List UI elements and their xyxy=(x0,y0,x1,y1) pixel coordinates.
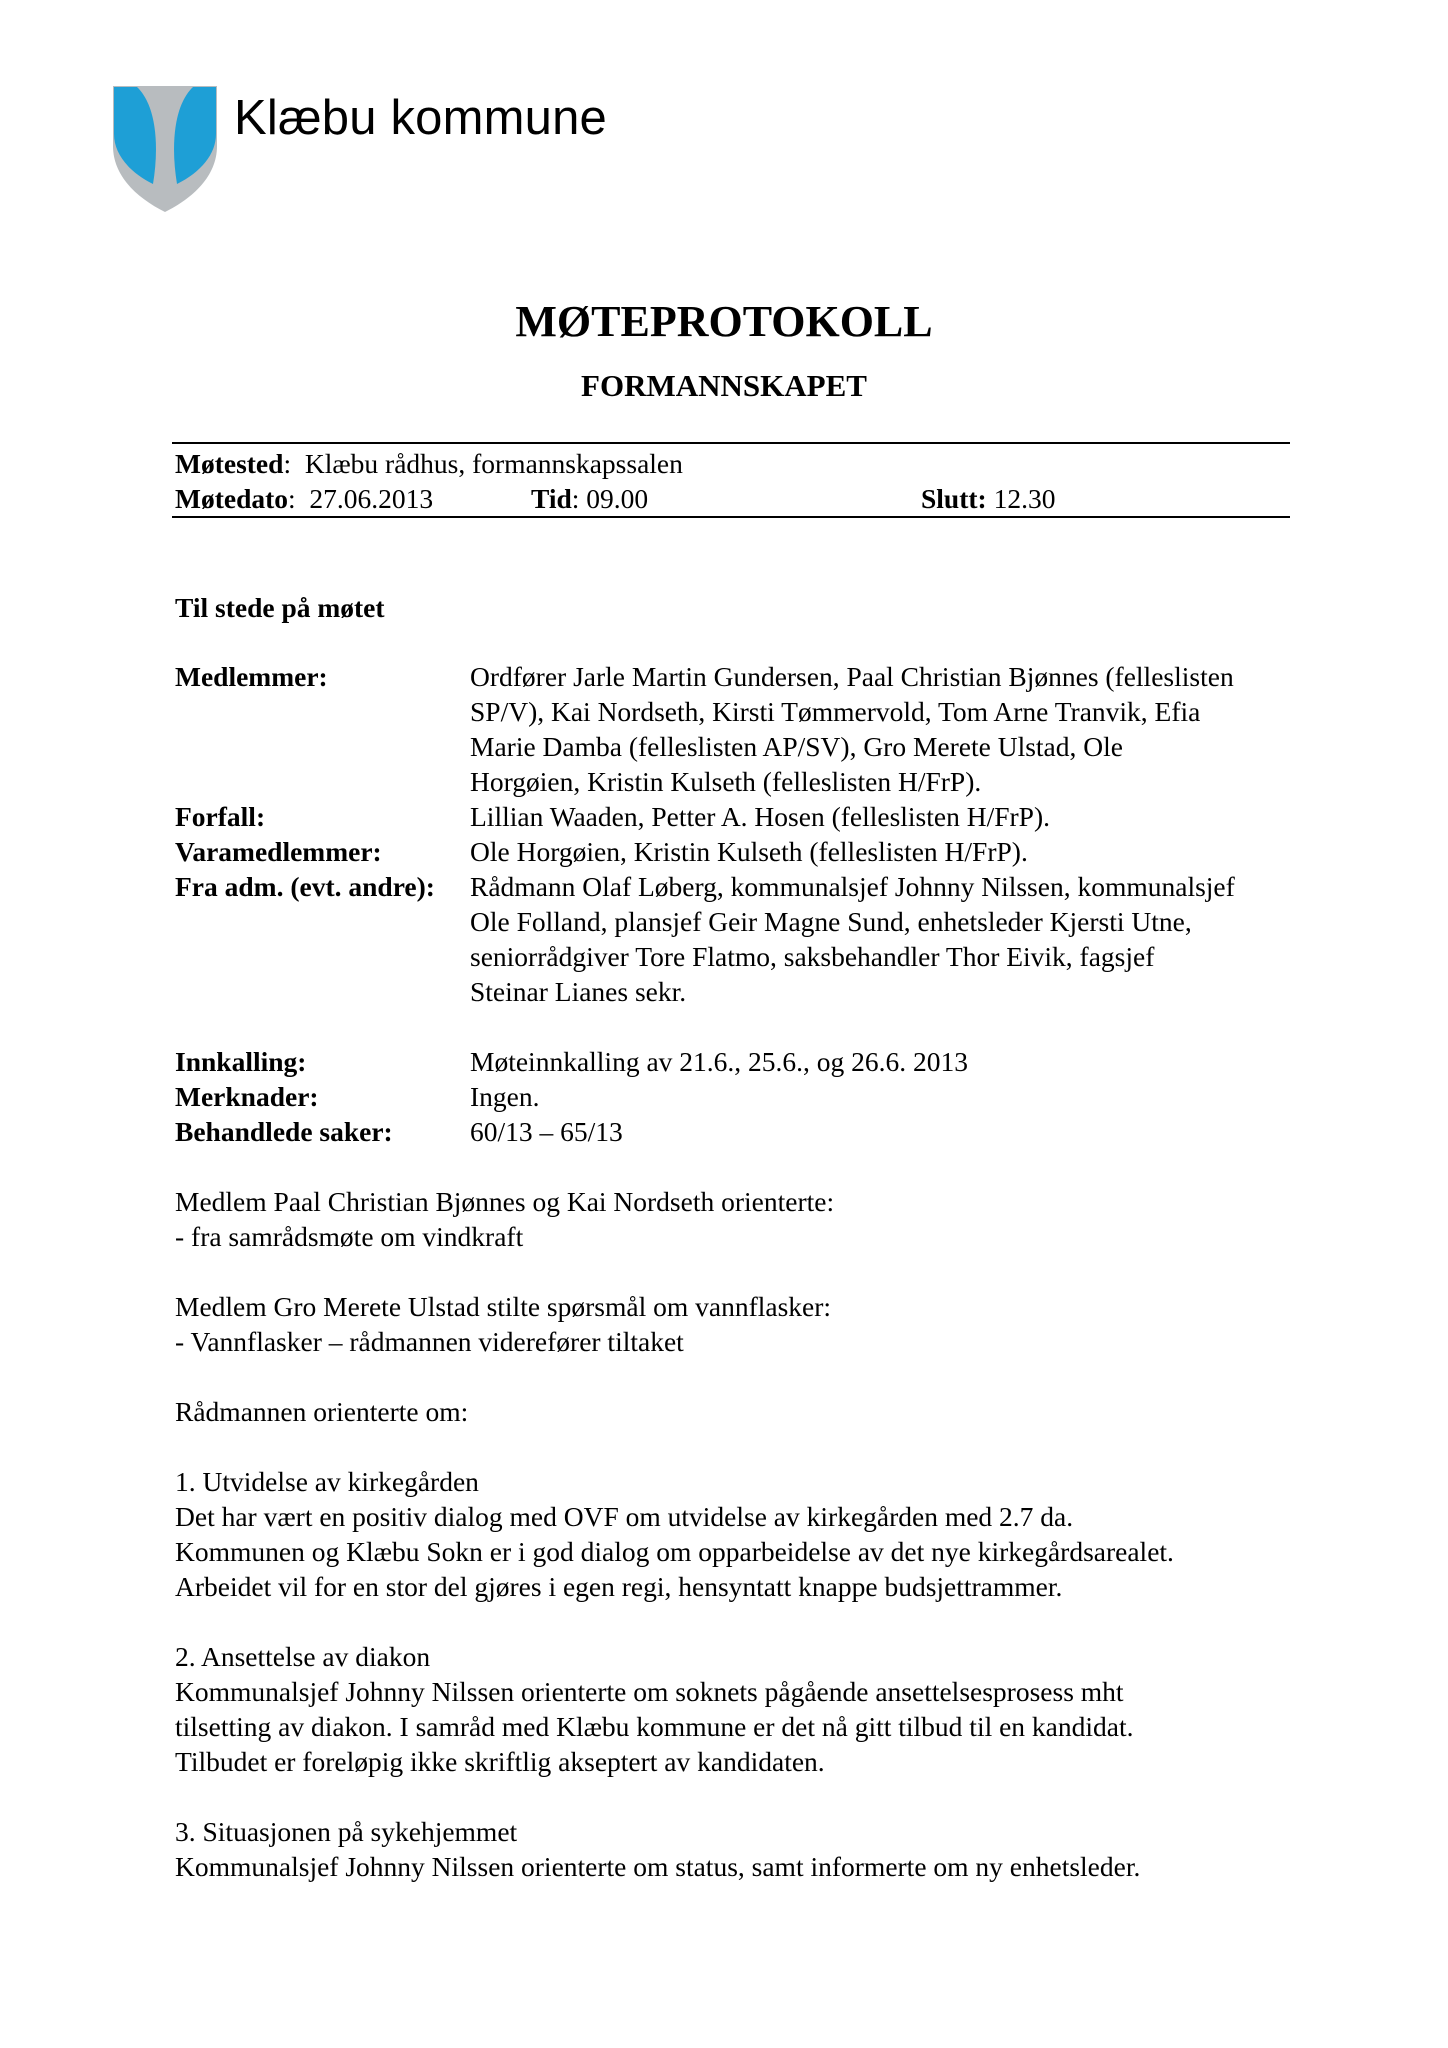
summons-label: Innkalling: xyxy=(175,1046,307,1077)
admin-label: Fra adm. (evt. andre): xyxy=(175,871,435,902)
meeting-time xyxy=(531,481,648,516)
meeting-date-label: Møtedato xyxy=(175,483,289,514)
meeting-date-row xyxy=(175,481,433,516)
paragraph-line: - fra samrådsmøte om vindkraft xyxy=(175,1221,524,1252)
item-line: Kommunalsjef Johnny Nilssen orienterte om soknets pågående ansettelsesprosess mht xyxy=(175,1676,1124,1707)
document-title: MØTEPROTOKOLL xyxy=(515,297,933,346)
attendance-heading: Til stede på møtet xyxy=(175,592,385,623)
item-line: tilsetting av diakon. I samråd med Klæbu kommune er det nå gitt tilbud til en kandidat. xyxy=(175,1711,1134,1742)
meeting-place-label: Møtested xyxy=(175,448,284,479)
paragraph-bjonnes xyxy=(175,1184,1285,1254)
absent-label: Forfall: xyxy=(175,801,266,832)
item-line: Kommunalsjef Johnny Nilssen orienterte om status, samt informerte om ny enhetsleder. xyxy=(175,1851,1141,1882)
colon: : xyxy=(283,448,305,479)
remarks-value: Ingen. xyxy=(470,1081,540,1112)
item-line: Tilbudet er foreløpig ikke skriftlig akseptert av kandidaten. xyxy=(175,1746,825,1777)
colon: : xyxy=(571,483,587,514)
bottom-divider xyxy=(172,516,1290,518)
substitutes-label: Varamedlemmer: xyxy=(175,836,382,867)
absent-value: Lillian Waaden, Petter A. Hosen (felleslisten H/FrP). xyxy=(470,801,1051,832)
remarks-label: Merknader: xyxy=(175,1081,319,1112)
meeting-place-value: Klæbu rådhus, formannskapssalen xyxy=(304,448,683,479)
meeting-date-value: 27.06.2013 xyxy=(309,483,434,514)
item-line: Arbeidet vil for en stor del gjøres i egen regi, hensyntatt knappe budsjettrammer. xyxy=(175,1571,1063,1602)
members-value xyxy=(470,659,1300,799)
members-line: SP/V), Kai Nordseth, Kirsti Tømmervold, Tom Arne Tranvik, Efia xyxy=(470,696,1201,727)
meeting-place-row xyxy=(175,446,683,481)
summons-value: Møteinnkalling av 21.6., 25.6., og 26.6. 2013 xyxy=(470,1046,969,1077)
members-label: Medlemmer: xyxy=(175,661,328,692)
item-line: Det har vært en positiv dialog med OVF om utvidelse av kirkegården med 2.7 da. xyxy=(175,1501,1074,1532)
item-title: 1. Utvidelse av kirkegården xyxy=(175,1466,479,1497)
cases-value: 60/13 – 65/13 xyxy=(470,1116,623,1147)
paragraph-line: Rådmannen orienterte om: xyxy=(175,1396,469,1427)
admin-line: seniorrådgiver Tore Flatmo, saksbehandler Thor Eivik, fagsjef xyxy=(470,941,1155,972)
meeting-time-label: Tid xyxy=(531,483,572,514)
top-divider xyxy=(172,442,1290,444)
colon: : xyxy=(288,483,310,514)
klaebu-coat-of-arms-logo xyxy=(111,84,219,214)
item-line: Kommunen og Klæbu Sokn er i god dialog om opparbeidelse av det nye kirkegårdsarealet. xyxy=(175,1536,1174,1567)
admin-line: Rådmann Olaf Løberg, kommunalsjef Johnny Nilssen, kommunalsjef xyxy=(470,871,1235,902)
meeting-time-value: 09.00 xyxy=(586,483,649,514)
paragraph-radmannen xyxy=(175,1394,1285,1429)
paragraph-line: - Vannflasker – rådmannen viderefører tiltaket xyxy=(175,1326,684,1357)
item-title: 2. Ansettelse av diakon xyxy=(175,1641,431,1672)
document-subtitle: FORMANNSKAPET xyxy=(581,368,867,403)
item-diakon xyxy=(175,1639,1285,1779)
paragraph-line: Medlem Paal Christian Bjønnes og Kai Nordseth orienterte: xyxy=(175,1186,835,1217)
meeting-end xyxy=(921,481,1055,516)
paragraph-line: Medlem Gro Merete Ulstad stilte spørsmål om vannflasker: xyxy=(175,1291,832,1322)
admin-line: Steinar Lianes sekr. xyxy=(470,976,687,1007)
item-kirkegarden xyxy=(175,1464,1285,1604)
admin-value xyxy=(470,869,1300,1009)
meeting-end-label: Slutt: xyxy=(921,483,987,514)
item-sykehjemmet xyxy=(175,1814,1285,1884)
cases-label: Behandlede saker: xyxy=(175,1116,393,1147)
meeting-end-value: 12.30 xyxy=(993,483,1056,514)
admin-line: Ole Folland, plansjef Geir Magne Sund, enhetsleder Kjersti Utne, xyxy=(470,906,1192,937)
kommune-name: Klæbu kommune xyxy=(234,91,607,145)
members-line: Ordfører Jarle Martin Gundersen, Paal Christian Bjønnes (felleslisten xyxy=(470,661,1234,692)
paragraph-ulstad xyxy=(175,1289,1285,1359)
members-line: Marie Damba (felleslisten AP/SV), Gro Merete Ulstad, Ole xyxy=(470,731,1123,762)
item-title: 3. Situasjonen på sykehjemmet xyxy=(175,1816,518,1847)
substitutes-value: Ole Horgøien, Kristin Kulseth (felleslisten H/FrP). xyxy=(470,836,1028,867)
members-line: Horgøien, Kristin Kulseth (felleslisten H/FrP). xyxy=(470,766,982,797)
